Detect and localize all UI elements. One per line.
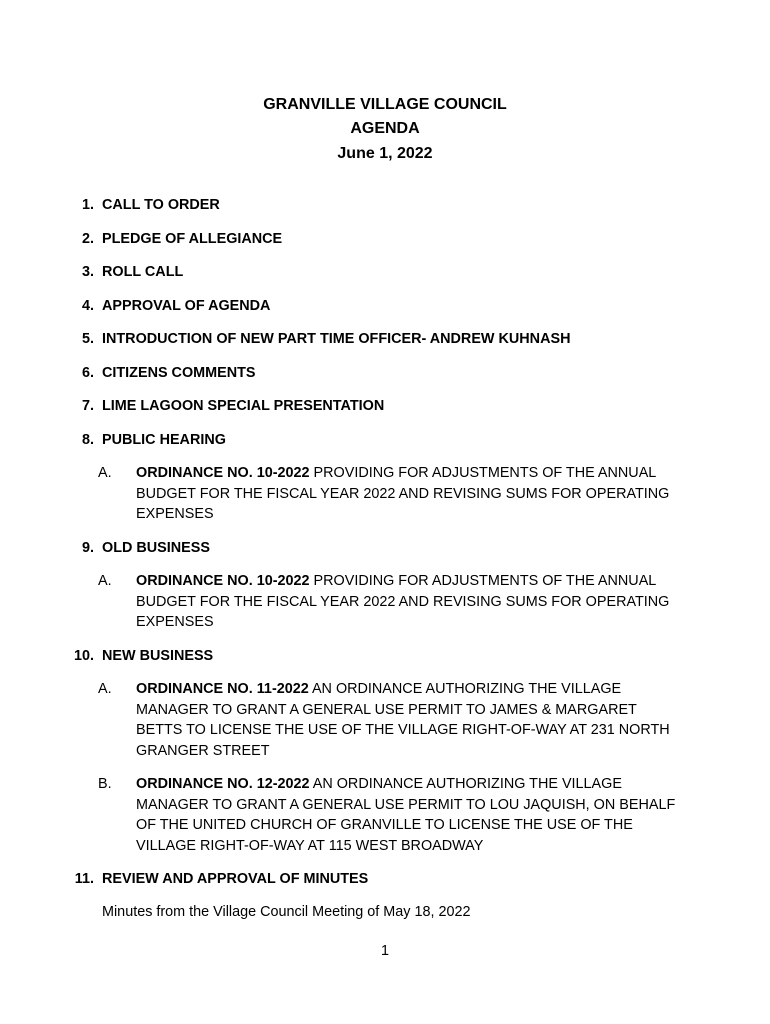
item-title: APPROVAL OF AGENDA	[102, 298, 271, 314]
item-number: 7.	[81, 398, 94, 414]
sub-item-text	[136, 463, 676, 525]
page-number: 1	[380, 943, 389, 959]
minutes-note: Minutes from the Village Council Meeting of May 18, 2022	[102, 904, 471, 920]
sub-item-letter: A.	[98, 465, 112, 481]
item-number: 5.	[81, 331, 94, 347]
item-title: LIME LAGOON SPECIAL PRESENTATION	[102, 398, 385, 414]
item-number: 4.	[81, 298, 94, 314]
sub-item-letter: A.	[98, 681, 112, 697]
ordinance-description: PROVIDING FOR ADJUSTMENTS OF THE ANNUAL BUDGET FOR THE FISCAL YEAR 2022 AND REVISING SUMS FOR OPERATING EXPENSES	[136, 465, 670, 523]
meeting-date: June 1, 2022	[337, 145, 433, 162]
sub-item-text	[136, 571, 676, 633]
ordinance-number: ORDINANCE NO. 10-2022	[136, 465, 310, 481]
item-title: NEW BUSINESS	[102, 648, 214, 664]
item-number: 6.	[81, 365, 94, 381]
sub-item-text	[136, 679, 676, 761]
item-number: 8.	[81, 432, 94, 448]
sub-item-letter: B.	[98, 776, 112, 792]
item-title: CITIZENS COMMENTS	[102, 365, 256, 381]
item-number: 10.	[73, 648, 94, 664]
ordinance-description: AN ORDINANCE AUTHORIZING THE VILLAGE MANAGER TO GRANT A GENERAL USE PERMIT TO LOU JAQUISH, ON BEHALF OF THE UNITED CHURCH OF GRANVILLE TO LICENSE THE USE OF THE VILLAGE RIGHT-OF-WAY AT 115 WEST BROADWAY	[136, 776, 676, 854]
item-title: PLEDGE OF ALLEGIANCE	[102, 231, 283, 247]
item-number: 3.	[81, 264, 94, 280]
item-title: INTRODUCTION OF NEW PART TIME OFFICER- ANDREW KUHNASH	[102, 331, 571, 347]
agenda-heading: AGENDA	[350, 120, 420, 137]
council-title: GRANVILLE VILLAGE COUNCIL	[263, 96, 507, 113]
ordinance-number: ORDINANCE NO. 12-2022	[136, 776, 310, 792]
ordinance-number: ORDINANCE NO. 10-2022	[136, 573, 310, 589]
item-title: REVIEW AND APPROVAL OF MINUTES	[102, 871, 369, 887]
item-number: 9.	[81, 540, 94, 556]
ordinance-number: ORDINANCE NO. 11-2022	[136, 681, 309, 697]
sub-item-text	[136, 774, 676, 856]
item-number: 11.	[74, 871, 94, 887]
item-title: OLD BUSINESS	[102, 540, 210, 556]
item-title: CALL TO ORDER	[102, 197, 220, 213]
item-title: ROLL CALL	[102, 264, 184, 280]
item-number: 2.	[81, 231, 94, 247]
item-title: PUBLIC HEARING	[102, 432, 226, 448]
sub-item-letter: A.	[98, 573, 112, 589]
ordinance-description: PROVIDING FOR ADJUSTMENTS OF THE ANNUAL BUDGET FOR THE FISCAL YEAR 2022 AND REVISING SUMS FOR OPERATING EXPENSES	[136, 573, 670, 631]
item-number: 1.	[81, 197, 94, 213]
ordinance-description: AN ORDINANCE AUTHORIZING THE VILLAGE MANAGER TO GRANT A GENERAL USE PERMIT TO JAMES & MARGARET BETTS TO LICENSE THE USE OF THE VILLAGE RIGHT-OF-WAY AT 231 NORTH GRANGER STREET	[136, 681, 670, 759]
